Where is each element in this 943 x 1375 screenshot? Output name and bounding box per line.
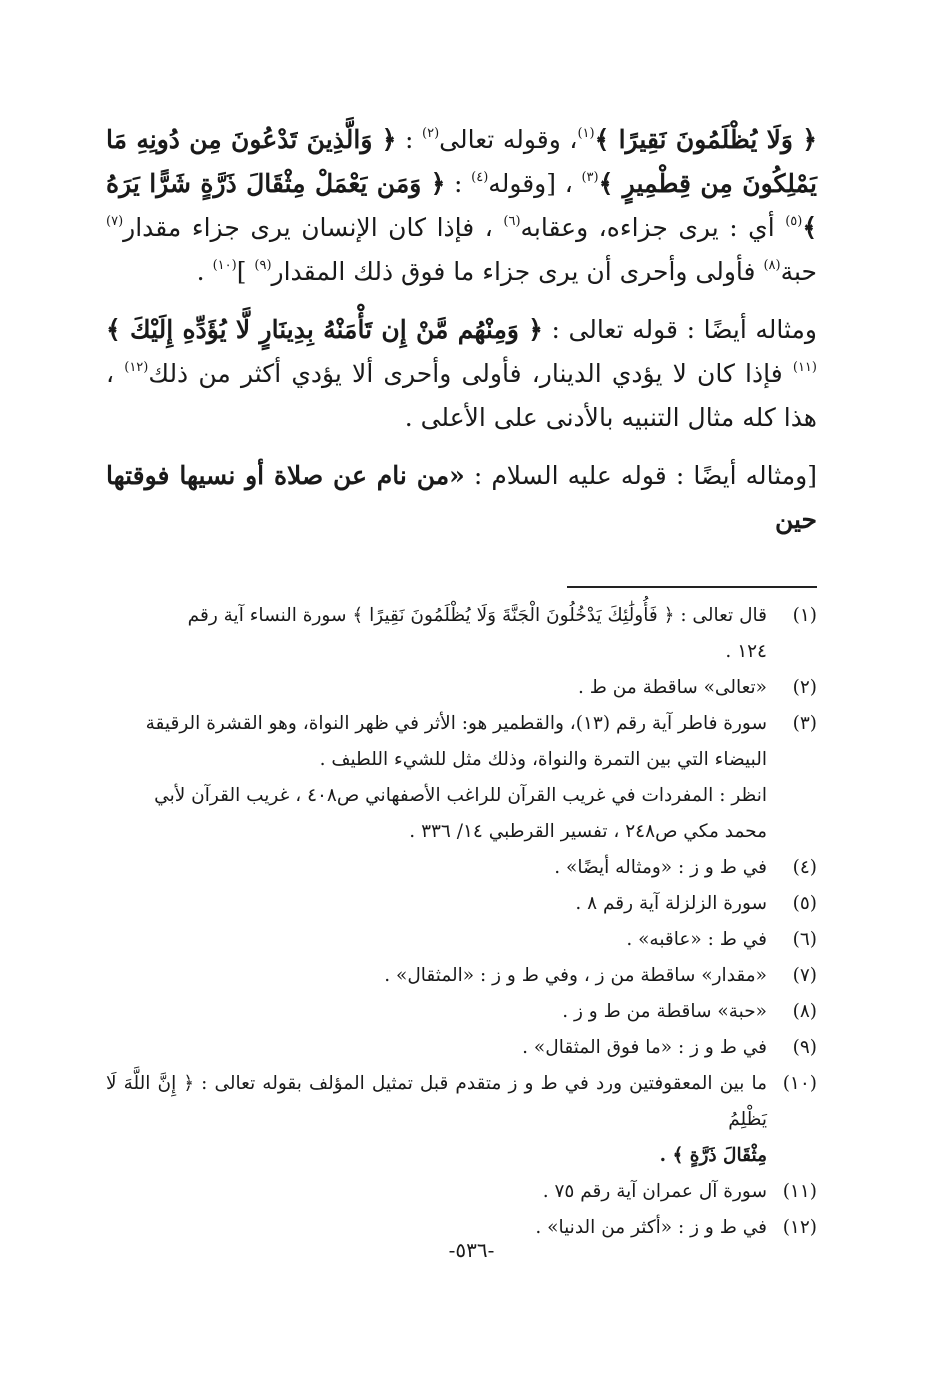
footnote-ref: (٩) [254,258,272,273]
text-span: : [445,169,472,198]
footnote-text [106,886,767,922]
text-span: أي : يرى جزاءه، وعقابه [520,213,786,242]
footnote-text [106,850,767,886]
text-span: حبة [780,257,817,286]
footnote-text [106,706,767,850]
paragraph-3 [106,454,817,542]
footnote-text [106,1066,767,1174]
footnote-line: محمد مكي ص٢٤٨ ، تفسير القرطبي ١٤/ ٣٣٦ . [409,821,767,842]
text-span: . [196,257,213,286]
footnote-ref: (٨) [763,258,781,273]
footnote [106,850,817,886]
text-span: ، [وقوله [488,169,582,198]
quran-verse: ﴿ وَمِنْهُم مَّنْ إِن تَأْمَنْهُ بِدِينَارٍ لَّا يُؤَدِّهِ إِلَيْكَ ﴾ [106,315,543,344]
footnote-number: (٦) [792,929,817,950]
text-span: ومثاله أيضًا : قوله تعالى : [542,315,817,344]
footnote-text [106,670,767,706]
footnote-text [106,994,767,1030]
main-text [106,118,817,542]
footnote-ref: (٦) [503,214,521,229]
footnote-line: ما بين المعقوفتين ورد في ط و ز متقدم قبل تمثيل المؤلف بقوله تعالى : ﴿ إِنَّ اللَّهَ لَا يَظْلِمُ [106,1073,767,1130]
footnote-separator-wrap [106,542,817,562]
footnote-number: (٨) [792,1001,817,1022]
paragraph-1 [106,118,817,294]
footnote-ref: (٤) [471,170,489,185]
quran-verse: ﴿ وَلَا يُظْلَمُونَ نَقِيرًا ﴾ [594,125,817,154]
footnote-ref: (١٢) [124,360,149,375]
footnote-line: في ط و ز : «أكثر من الدنيا» . [535,1217,767,1238]
quran-verse: ﴿ وَالَّذِينَ تَدْعُونَ مِن دُونِهِ مَا يَمْلِكُونَ مِن قِطْمِيرٍ ﴾ [106,125,817,198]
footnote-ref: (١٠) [212,258,237,273]
footnote-number: (٢) [792,677,817,698]
footnote [106,994,817,1030]
footnote-line: ١٢٤ . [725,641,767,662]
footnote-text [106,598,767,670]
hadith-text: «من نام عن صلاة أو نسيها فوقتها حين [106,461,817,534]
footnote [106,886,817,922]
footnote-line: سورة فاطر آية رقم (١٣)، والقطمير هو: الأثر في ظهر النواة، وهو القشرة الرقيقة [145,713,767,734]
footnote-ref: (٥) [785,214,803,229]
footnote-number: (٧) [792,965,817,986]
footnote-line: في ط : «عاقبه» . [626,929,767,950]
footnote [106,958,817,994]
footnote-text [106,958,767,994]
text-span: : [396,125,423,154]
footnote-text [106,1174,767,1210]
footnotes [106,598,817,1246]
footnote-number: (١٢) [782,1217,817,1238]
footnote-separator [567,586,817,588]
text-span: [ومثاله أيضًا : قوله عليه السلام : [464,461,817,490]
footnote-ref: (١) [577,126,595,141]
footnote [106,670,817,706]
footnote [106,1066,817,1174]
text-span: فأولى وأحرى أن يرى جزاء ما فوق ذلك المقدار [271,257,764,286]
footnote [106,1174,817,1210]
footnote-line: مِثْقَالَ ذَرَّةٍ ﴾ . [659,1145,767,1166]
footnote-line: في ط و ز : «ما فوق المثقال» . [522,1037,767,1058]
footnote-line: «تعالى» ساقطة من ط . [578,677,767,698]
footnote-ref: (٣) [581,170,599,185]
text-span: فإذا كان لا يؤدي الدينار، فأولى وأحرى ألا يؤدي أكثر من ذلك [148,359,793,388]
quran-verse: ﴿ وَمَن يَعْمَلْ مِثْقَالَ ذَرَّةٍ شَرًّا يَرَهُ ﴾ [106,169,817,242]
footnote-text [106,1030,767,1066]
footnote-line: انظر : المفردات في غريب القرآن للراغب الأصفهاني ص٤٠٨ ، غريب القرآن لأبي [154,785,767,806]
footnote [106,922,817,958]
footnote-text [106,922,767,958]
footnote-number: (١٠) [782,1073,817,1094]
footnote-number: (١١) [782,1181,817,1202]
footnote-ref: (٧) [106,214,124,229]
footnote-number: (٤) [792,857,817,878]
footnote-line: «مقدار» ساقطة من ز ، وفي ط و ز : «المثقال» . [384,965,767,986]
footnote-line: قال تعالى : ﴿ فَأُولَٰئِكَ يَدْخُلُونَ الْجَنَّةَ وَلَا يُظْلَمُونَ نَقِيرًا ﴾ سورة النساء آية رقم [187,605,767,626]
page-number: -٥٣٦- [448,1238,495,1262]
footnote-number: (٥) [792,893,817,914]
text-span: ] [236,257,255,286]
footnote-line: «حبة» ساقطة من ط و ز . [562,1001,767,1022]
text-span: ، فإذا كان الإنسان يرى جزاء مقدار [123,213,504,242]
footnote-number: (١) [792,605,817,626]
text-span: ، هذا كله مثال التنبيه بالأدنى على الأعلى . [106,359,817,432]
footnote-line: البيضاء التي بين التمرة والنواة، وذلك مثل للشيء اللطيف . [319,749,767,770]
text-span: ، وقوله تعالى [439,125,578,154]
footnote-line: سورة الزلزلة آية رقم ٨ . [575,893,767,914]
footnote-line: في ط و ز : «ومثاله أيضًا» . [554,857,767,878]
footnote-number: (٩) [792,1037,817,1058]
paragraph-2 [106,308,817,440]
footnote-ref: (١١) [792,360,817,375]
footnote [106,1030,817,1066]
footnote-line: سورة آل عمران آية رقم ٧٥ . [542,1181,767,1202]
footnote [106,706,817,850]
footnote-number: (٣) [792,713,817,734]
footnote [106,598,817,670]
footnote-ref: (٢) [422,126,440,141]
